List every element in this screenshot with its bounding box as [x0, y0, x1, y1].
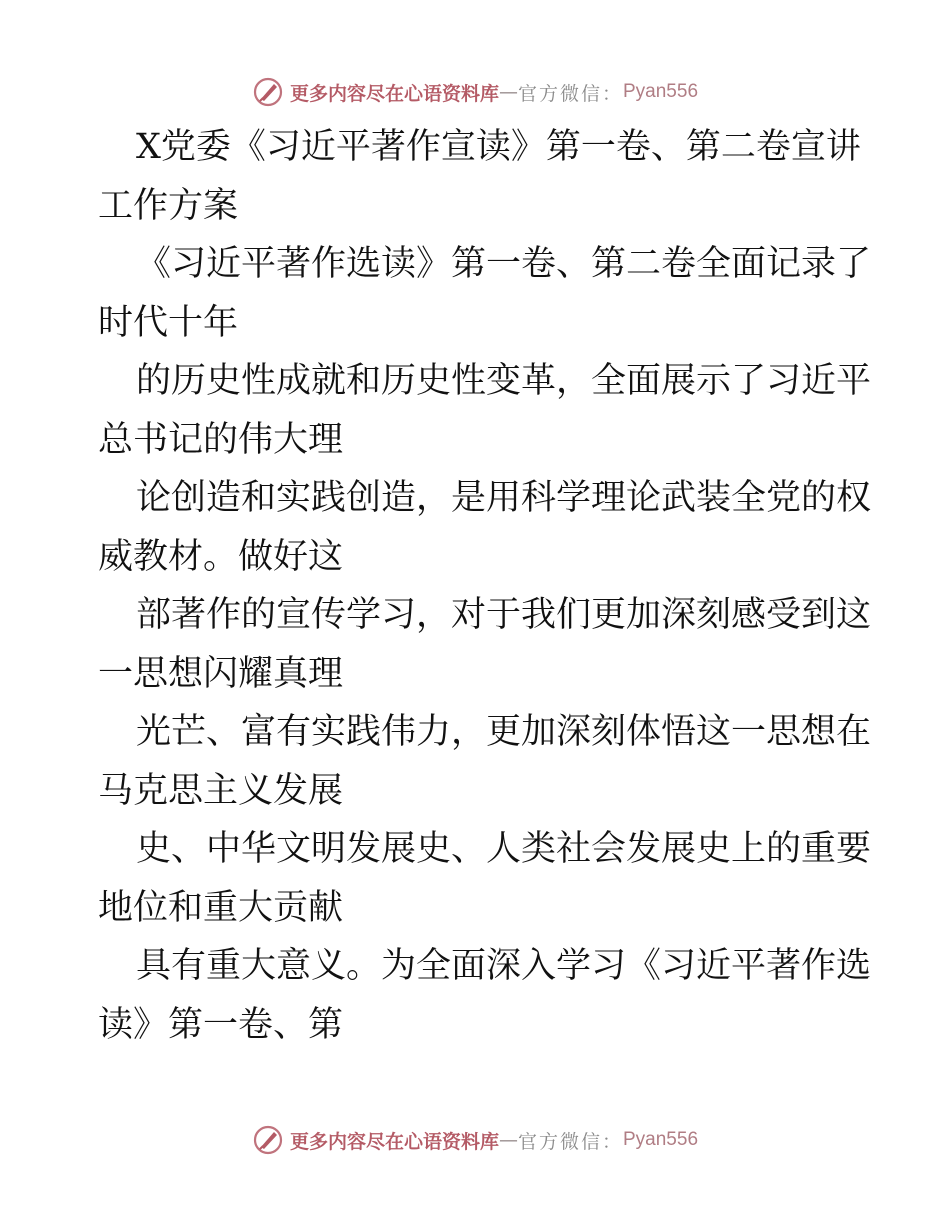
paragraph [98, 469, 872, 586]
text-line: 论创造和实践创造，是用科学理论武装全党的权 [136, 478, 872, 518]
text-line: 一思想闪耀真理 [98, 653, 344, 694]
paragraph [98, 352, 872, 469]
text-line: 《习近平著作选读》第一卷、第二卷全面记录了 [136, 244, 872, 284]
header-watermark [0, 72, 950, 112]
text-line: 的历史性成就和历史性变革，全面展示了习近平 [136, 361, 872, 401]
paragraph [98, 235, 872, 352]
paragraph [98, 703, 872, 820]
text-line: 地位和重大贡献 [98, 887, 344, 928]
paragraph [98, 586, 872, 703]
text-line: 马克思主义发展 [98, 770, 344, 811]
text-line: 光芒、富有实践伟力，更加深刻体悟这一思想在 [136, 712, 872, 752]
quill-logo-icon [252, 1124, 284, 1156]
paragraph [98, 937, 872, 1054]
text-line: 时代十年 [98, 302, 239, 343]
watermark-dash: — [498, 81, 518, 103]
footer-watermark [0, 1120, 950, 1160]
watermark-wechat-id: Pyan556 [623, 81, 699, 102]
watermark-wechat-label: 官方微信： [517, 1130, 623, 1153]
text-line: 读》第一卷、第 [98, 1004, 344, 1045]
quill-logo-icon [252, 76, 284, 108]
watermark-lead-text: 更多内容尽在心语资料库 [289, 82, 499, 105]
watermark-wechat-label: 官方微信： [517, 82, 623, 105]
paragraph [98, 820, 872, 937]
document-body [98, 118, 872, 1054]
text-line: 具有重大意义。为全面深入学习《习近平著作选 [136, 946, 872, 986]
text-line: 工作方案 [98, 185, 239, 226]
text-line: 总书记的伟大理 [98, 419, 344, 460]
paragraph-title [98, 118, 861, 235]
watermark-lead-text: 更多内容尽在心语资料库 [289, 1130, 499, 1153]
text-line: X党委《习近平著作宣读》第一卷、第二卷宣讲 [136, 127, 861, 167]
watermark-dash: — [498, 1129, 518, 1151]
text-line: 史、中华文明发展史、人类社会发展史上的重要 [136, 829, 872, 869]
text-line: 部著作的宣传学习，对于我们更加深刻感受到这 [136, 595, 872, 635]
watermark-wechat-id: Pyan556 [623, 1129, 699, 1150]
text-line: 威教材。做好这 [98, 536, 344, 577]
